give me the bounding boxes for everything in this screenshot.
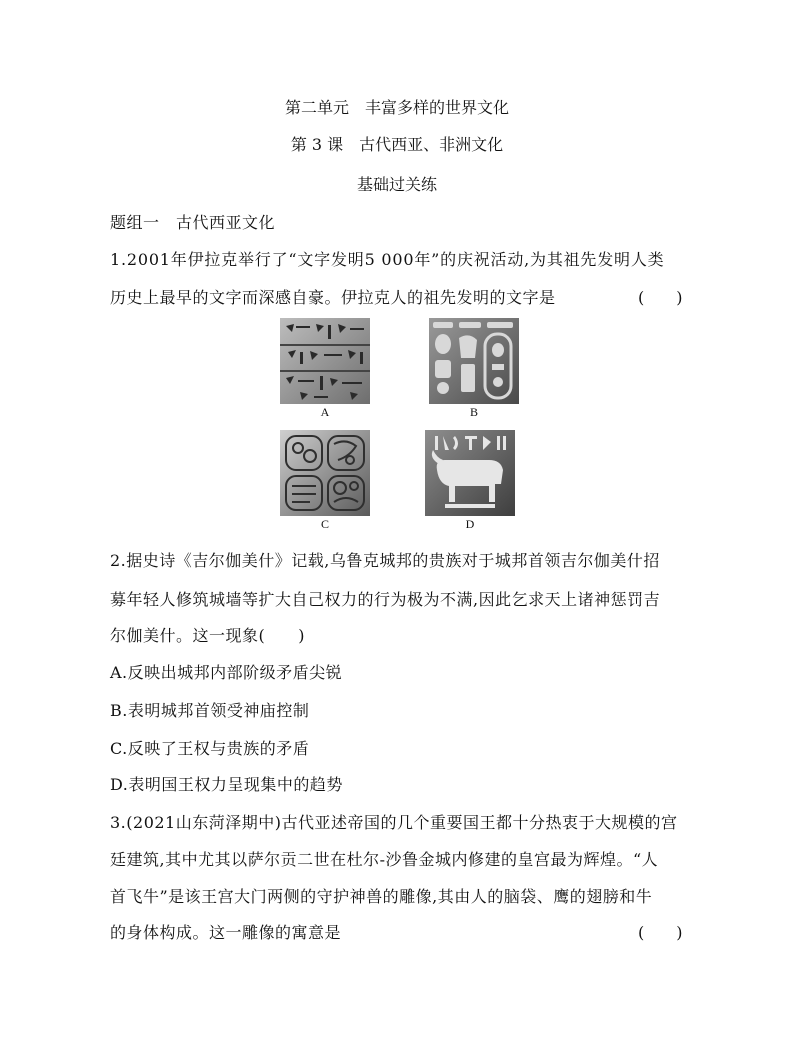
hieroglyph-relief-icon bbox=[429, 318, 519, 404]
cuneiform-tablet-icon bbox=[280, 318, 370, 404]
q3-answer-paren: ( ) bbox=[638, 923, 683, 942]
option-b-label: B bbox=[469, 405, 478, 419]
option-a-label: A bbox=[320, 405, 330, 419]
q2-option-b: B.表明城邦首领受神庙控制 bbox=[110, 701, 310, 720]
indus-seal-icon bbox=[425, 430, 515, 516]
unit-title: 第二单元 丰富多样的世界文化 bbox=[284, 98, 509, 117]
q3-line-4: 的身体构成。这一雕像的寓意是 bbox=[110, 923, 342, 942]
q2-option-c: C.反映了王权与贵族的矛盾 bbox=[110, 739, 310, 758]
q2-option-a: A.反映出城邦内部阶级矛盾尖锐 bbox=[110, 663, 343, 682]
q3-line-1: 3.(2021山东菏泽期中)古代亚述帝国的几个重要国王都十分热衷于大规模的宫 bbox=[110, 813, 678, 832]
q3-line-3: 首飞牛”是该王宫大门两侧的守护神兽的雕像,其由人的脑袋、鹰的翅膀和牛 bbox=[110, 887, 653, 906]
q1-line-1: 1.2001年伊拉克举行了“文字发明5 000年”的庆祝活动,为其祖先发明人类 bbox=[110, 250, 665, 269]
q2-line-3: 尔伽美什。这一现象( ) bbox=[110, 626, 305, 645]
q1-answer-paren: ( ) bbox=[638, 288, 683, 307]
option-c-label: C bbox=[320, 517, 329, 531]
q2-option-d: D.表明国王权力呈现集中的趋势 bbox=[110, 775, 343, 794]
q3-line-2: 廷建筑,其中尤其以萨尔贡二世在杜尔-沙鲁金城内修建的皇宫最为辉煌。“人 bbox=[110, 850, 659, 869]
maya-glyph-icon bbox=[280, 430, 370, 516]
q1-line-2: 历史上最早的文字而深感自豪。伊拉克人的祖先发明的文字是 bbox=[110, 288, 556, 307]
option-d-label: D bbox=[465, 517, 475, 531]
lesson-title: 第 3 课 古代西亚、非洲文化 bbox=[290, 135, 504, 154]
group-title: 题组一 古代西亚文化 bbox=[110, 213, 276, 232]
q2-line-1: 2.据史诗《吉尔伽美什》记载,乌鲁克城邦的贵族对于城邦首领吉尔伽美什招 bbox=[110, 551, 660, 570]
section-title: 基础过关练 bbox=[356, 175, 437, 194]
q2-line-2: 募年轻人修筑城墙等扩大自己权力的行为极为不满,因此乞求天上诸神惩罚吉 bbox=[110, 590, 661, 609]
